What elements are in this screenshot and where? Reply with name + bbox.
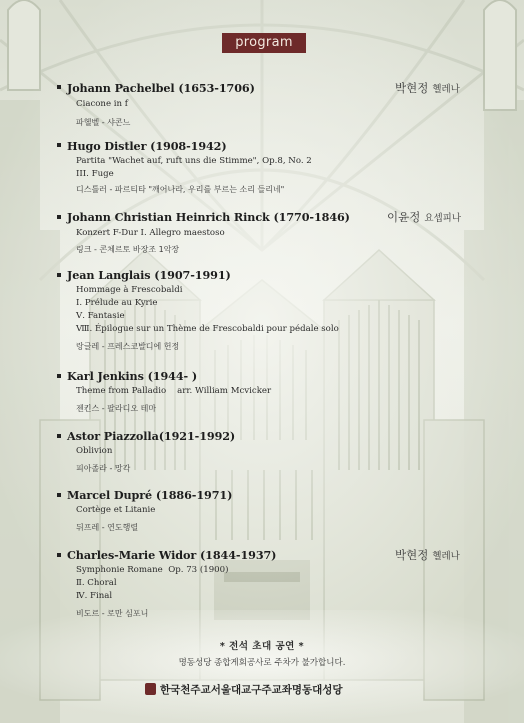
korean-title: 파헬벨 - 샤콘느: [76, 118, 131, 127]
bullet-icon: [57, 273, 61, 277]
work-title: Hommage à Frescobaldi: [76, 285, 183, 295]
work-title: Konzert F-Dur Ⅰ. Allegro maestoso: [76, 228, 225, 238]
work-movement: Ⅰ. Prélude au Kyrie: [76, 298, 158, 308]
korean-title: 랑글레 - 프레스코발디에 헌정: [76, 342, 180, 351]
korean-title: 뒤프레 - 연도행렬: [76, 523, 139, 532]
korean-title: 디스틀러 - 파르티타 "깨어나라, 우리를 부르는 소리 들리네": [76, 185, 285, 194]
work-movement: III. Fuge: [76, 169, 114, 179]
korean-title: 링크 - 콘체르토 바장조 1악장: [76, 245, 180, 254]
composer-name: Marcel Dupré (1886-1971): [67, 488, 233, 502]
composer-name: Karl Jenkins (1944- ): [67, 369, 198, 383]
work-title: Cortège et Litanie: [76, 505, 156, 515]
organization-footer: [140, 681, 400, 699]
performer-role: 요셉피나: [424, 213, 462, 224]
performer-name: [395, 80, 460, 96]
work-title: Theme from Palladio arr. William Mcvicker: [76, 386, 272, 396]
bullet-icon: [57, 215, 61, 219]
performer-label: 박현정: [395, 81, 429, 95]
composer-name: Johann Christian Heinrich Rinck (1770-1846): [67, 210, 350, 224]
performer-name: [395, 547, 460, 563]
korean-title: 젠킨스 - 팔라디오 테마: [76, 404, 157, 413]
bullet-icon: [57, 374, 61, 378]
organization-name: 한국천주교서울대교구주교좌명동대성당: [160, 684, 343, 696]
composer-name: Astor Piazzolla(1921-1992): [67, 429, 236, 443]
performer-role: 헬레나: [432, 84, 460, 95]
cathedral-logo-icon: [145, 683, 156, 695]
bullet-icon: [57, 553, 61, 557]
composer-name: Johann Pachelbel (1653-1706): [67, 81, 255, 95]
work-movement: Ⅱ. Choral: [76, 578, 117, 588]
composer-name: Jean Langlais (1907-1991): [67, 268, 231, 282]
bullet-icon: [57, 434, 61, 438]
bullet-icon: [57, 85, 61, 89]
work-title: Symphonie Romane Op. 73 (1900): [76, 565, 229, 575]
performer-label: 이윤정: [387, 210, 421, 224]
admission-notice: * 전석 초대 공연 *: [219, 641, 305, 652]
work-title: Ciacone in f: [76, 99, 128, 109]
work-title: Partita "Wachet auf, ruft uns die Stimme", Op.8, No. 2: [76, 156, 312, 166]
performer-name: [387, 209, 461, 225]
composer-name: Hugo Distler (1908-1942): [67, 139, 227, 153]
composer-name: Charles-Marie Widor (1844-1937): [67, 548, 277, 562]
bullet-icon: [57, 143, 61, 147]
korean-title: 비도르 - 로만 심포니: [76, 609, 149, 618]
performer-role: 헬레나: [432, 551, 460, 562]
program-title: program: [222, 33, 306, 53]
work-movement: Ⅷ. Épilogue sur un Thème de Frescobaldi pour pédale solo: [76, 324, 339, 334]
bullet-icon: [57, 493, 61, 497]
korean-title: 피아졸라 - 망각: [76, 464, 131, 473]
work-movement: Ⅴ. Fantasie: [76, 311, 125, 321]
work-movement: Ⅳ. Final: [76, 591, 113, 601]
performer-label: 박현정: [395, 548, 429, 562]
work-title: Oblivion: [76, 446, 113, 456]
parking-notice: 명동성당 종합게회공사로 주차가 불가합니다.: [178, 658, 346, 668]
